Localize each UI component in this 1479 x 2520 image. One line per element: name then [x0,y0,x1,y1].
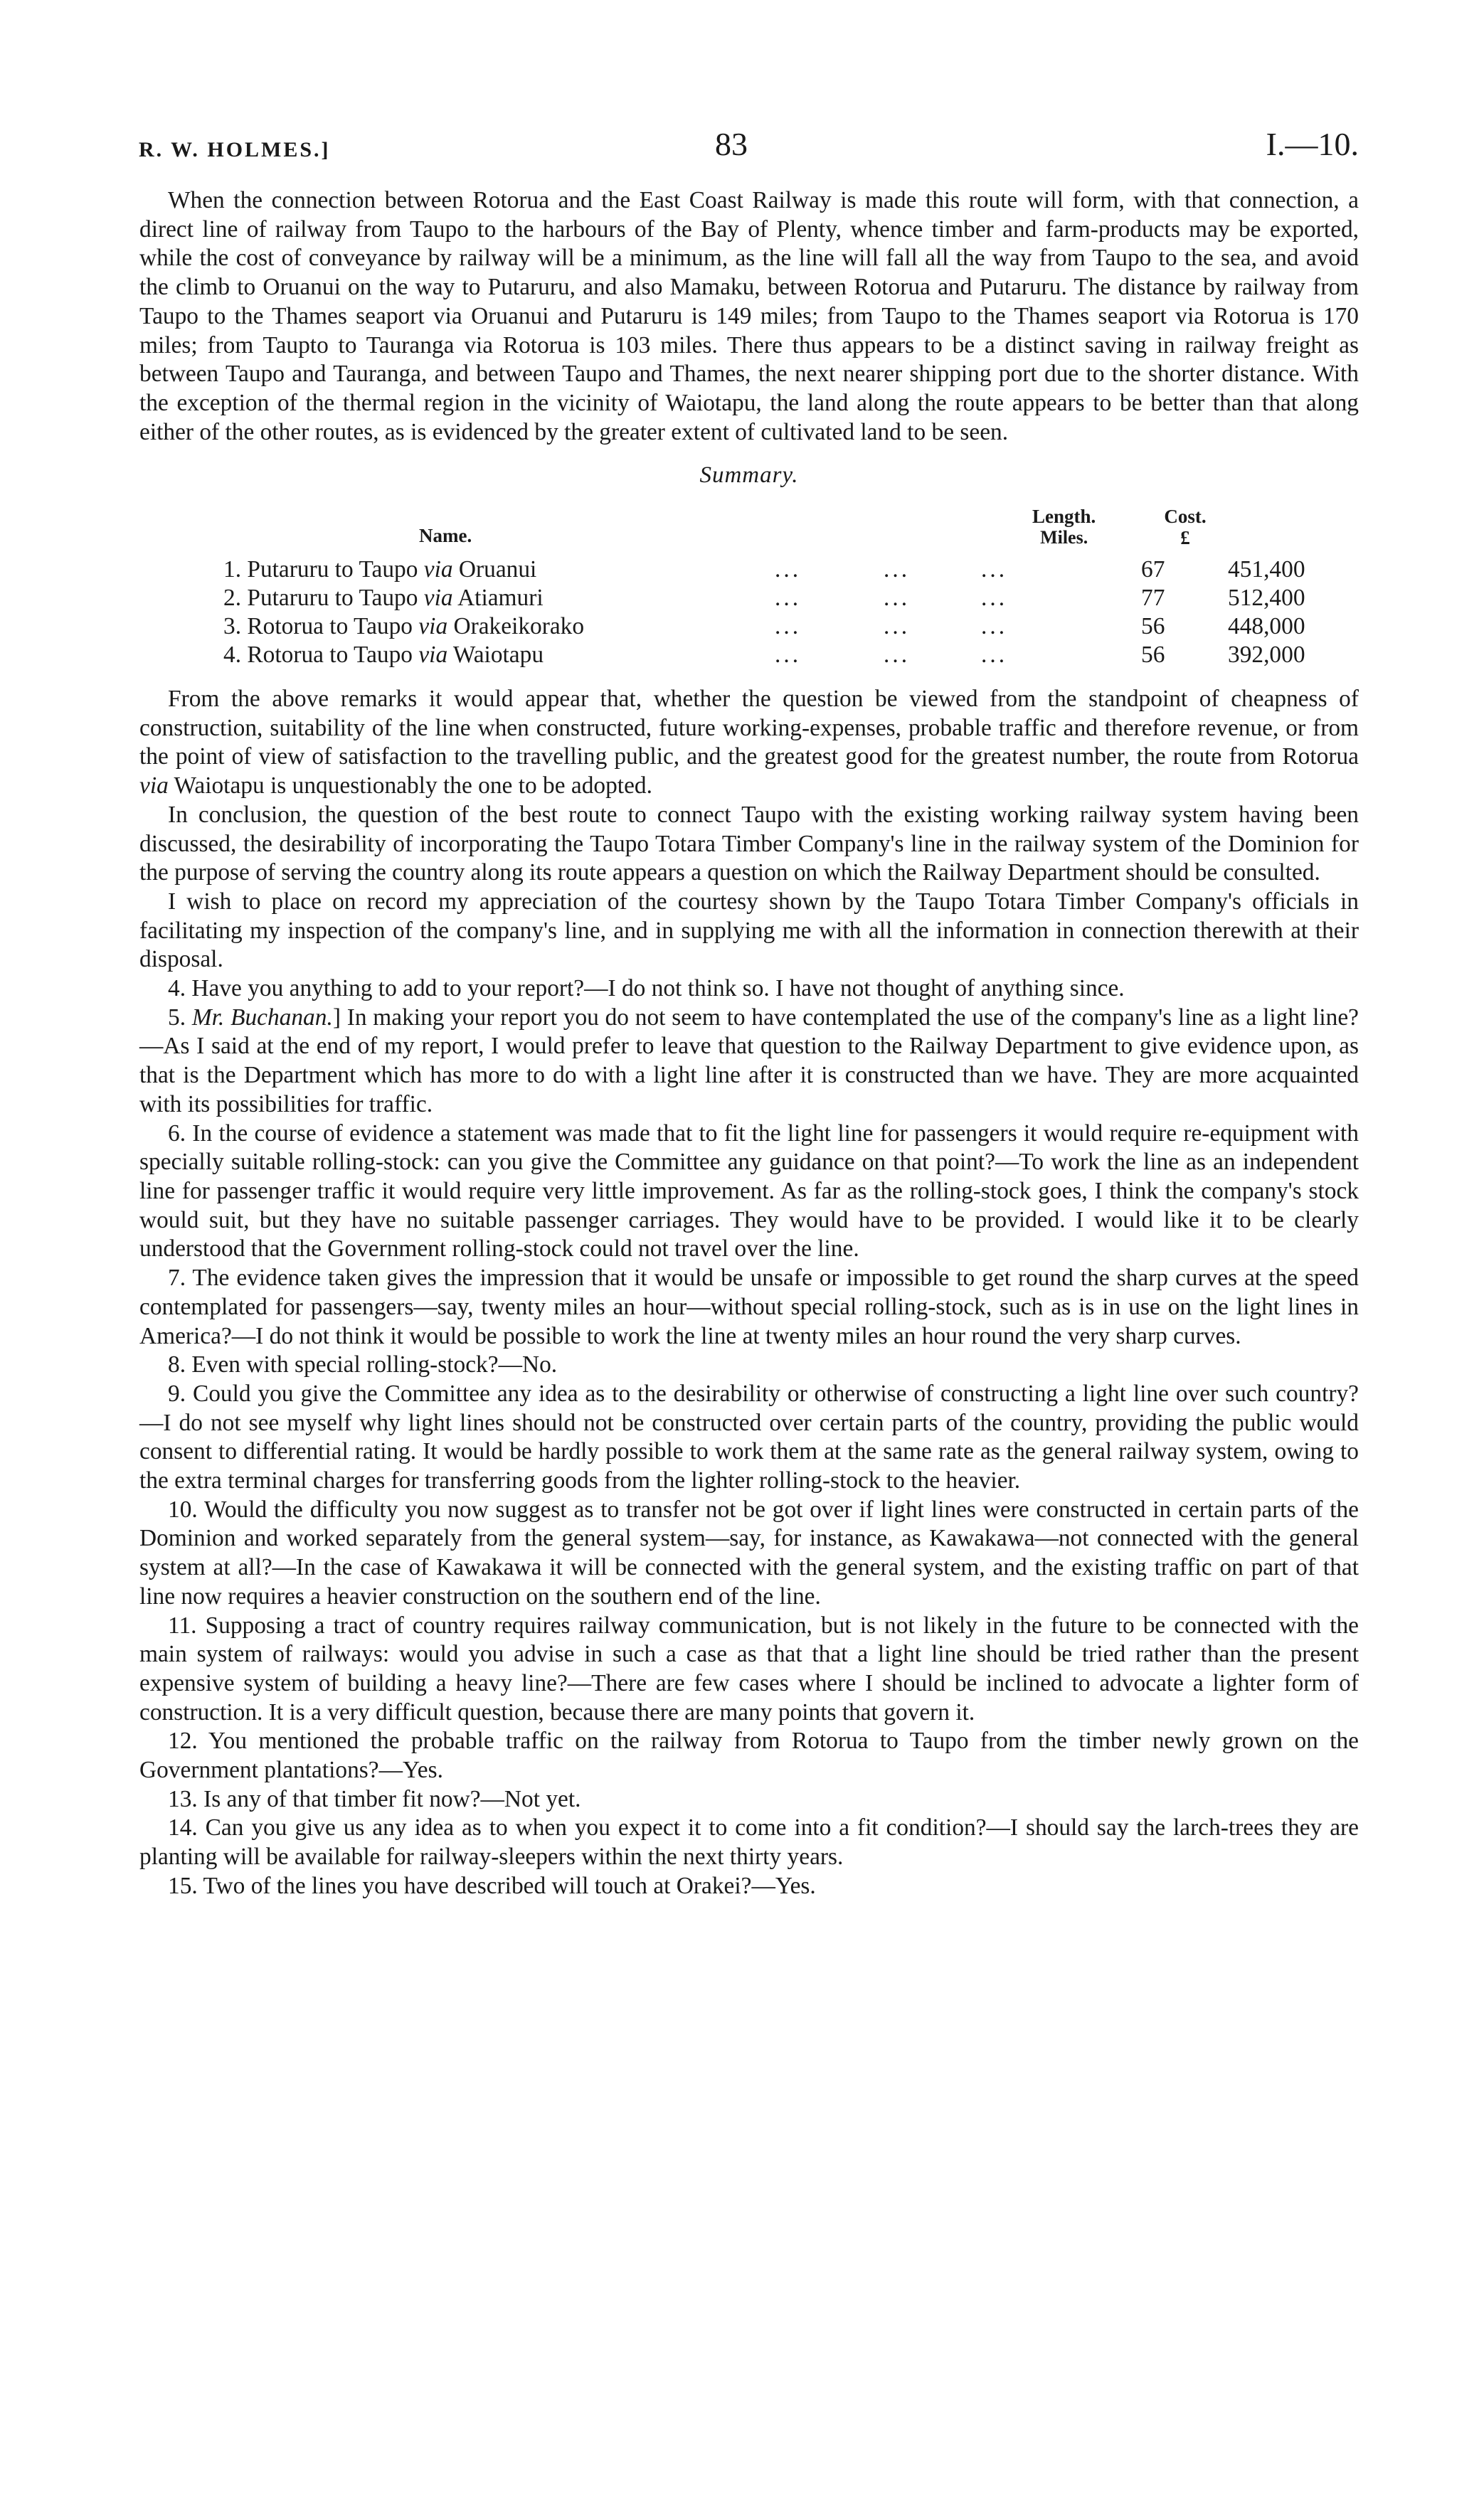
route-length: 56 [1141,642,1165,669]
header-paper-reference: I.—10. [1266,126,1359,162]
question-13: 13. Is any of that timber fit now?—Not yet. [168,1785,581,1812]
route-length: 77 [1141,585,1165,612]
conclusion-remarks-paragraph: From the above remarks it would appear that, whether the question be viewed from the standpoint of cheapness of construction, suitability of the line when constructed, future working-expenses, probable traffic and therefore revenue, or from the point of view of satisfaction to the travelling public, and the greatest good for the greatest number, the route from Rotorua via Waiotapu is unquestionably the one to be adopted. [139,686,1359,799]
header-witness-name: R. W. HOLMES.] [139,138,331,161]
question-10: 10. Would the difficulty you now suggest as to transfer not be got over if light lines were constructed in certain parts of the Dominion and worked separately from the general system—say, for instance, as Kawakawa—not connected with the general system at all?—In the case of Kawakawa it will be connected with the general system, and the existing traffic on part of that line now requires a heavier construction on the southern end of the line. [139,1496,1359,1610]
route-cost: 512,400 [1228,585,1305,612]
route-name: 4. Rotorua to Taupo via Waiotapu [223,642,544,669]
question-14: 14. Can you give us any idea as to when you expect it to come into a fit condition?—I should say the larch-trees they are planting will be available for railway-sleepers within the next thirty years. [139,1814,1359,1871]
summary-header-length-unit: Miles. [1040,527,1088,548]
route-name: 1. Putaruru to Taupo via Oruanui [223,556,537,583]
leader-dots: ... [884,585,911,612]
summary-header-length [1032,506,1096,548]
question-6: 6. In the course of evidence a statement was made that to fit the light line for passengers it would require re-equipment with specially suitable rolling-stock: can you give the Committee any guidance on that point?—To work the line as an independent line for passenger traffic it would require very little improvement. As far as the rolling-stock goes, I think the company's stock would suit, but they have no suitable passenger carriages. They would have to be provided. I would like it to be clearly understood that the Government rolling-stock could not travel over the line. [139,1120,1359,1262]
question-5: 5. Mr. Buchanan.] In making your report you do not seem to have contemplated the use of the company's line as a light line?—As I said at the end of my report, I would prefer to leave that question to the Railway Department to give evidence upon, as that is the Department which has more to do with a light line after it is constructed than we have. They are more acquainted with its possibilities for traffic. [139,1004,1359,1117]
route-length: 67 [1141,556,1165,583]
summary-header-cost [1160,506,1210,548]
route-cost: 448,000 [1228,613,1305,640]
route-length: 56 [1141,613,1165,640]
appreciation-paragraph: I wish to place on record my appreciation of the courtesy shown by the Taupo Totara Timber Company's officials in facilitating my inspection of the company's line, and in supplying me with all the information in connection therewith at their disposal. [139,888,1359,973]
leader-dots: ... [981,642,1008,669]
summary-row [223,641,1333,669]
question-12: 12. You mentioned the probable traffic on the railway from Rotorua to Taupo from the timber newly grown on the Government plantations?—Yes. [139,1728,1359,1784]
leader-dots: ... [884,613,911,640]
leader-dots: ... [775,585,802,612]
route-cost: 451,400 [1228,556,1305,583]
page-header [139,125,1359,175]
conclusion-paragraph: In conclusion, the question of the best route to connect Taupo with the existing working railway system having been discussed, the desirability of incorporating the Taupo Totara Timber Company's line in the railway system of the Dominion for the purpose of serving the country along its route appears a question on which the Railway Department should be consulted. [139,801,1359,886]
summary-row [223,612,1333,641]
leader-dots: ... [981,613,1008,640]
route-cost: 392,000 [1228,642,1305,669]
summary-table [139,490,1359,668]
summary-header-cost-unit: £ [1180,527,1190,549]
body-text [139,186,1359,1901]
leader-dots: ... [981,556,1008,583]
page-number: 83 [715,126,748,162]
remarks-and-evidence [139,685,1359,1901]
question-15: 15. Two of the lines you have described will touch at Orakei?—Yes. [168,1872,816,1899]
question-8: 8. Even with special rolling-stock?—No. [168,1351,558,1378]
summary-row [223,584,1333,612]
summary-row [223,555,1333,584]
question-7: 7. The evidence taken gives the impression that it would be unsafe or impossible to get round the sharp curves at the speed contemplated for passengers—say, twenty miles an hour—without special rolling-stock, such as is in use on the light lines in America?—I do not think it would be possible to work the line at twenty miles an hour round the very sharp curves. [139,1265,1359,1349]
leader-dots: ... [775,613,802,640]
summary-title: Summary. [699,462,799,489]
summary-header-length-label: Length. [1032,506,1096,528]
summary-header-name: Name. [419,525,472,547]
route-name: 2. Putaruru to Taupo via Atiamuri [223,585,544,612]
leader-dots: ... [775,556,802,583]
leader-dots: ... [884,642,911,669]
leader-dots: ... [981,585,1008,612]
question-9: 9. Could you give the Committee any idea as to the desirability or otherwise of constructing a light line over such country?—I do not see myself why light lines should not be constructed over certain parts of the country, providing the public would consent to differential rating. It would be hardly possible to work them at the same rate as the general railway system, owing to the extra terminal charges for transferring goods from the lighter rolling-stock to the heavier. [139,1380,1359,1494]
route-name: 3. Rotorua to Taupo via Orakeikorako [223,613,585,640]
summary-header-cost-label: Cost. [1164,506,1207,528]
question-4: 4. Have you anything to add to your report?—I do not think so. I have not thought of anything since. [168,975,1125,1002]
leader-dots: ... [775,642,802,669]
question-11: 11. Supposing a tract of country requires railway communication, but is not likely in the future to be connected with the main system of railways: would you advise in such a case as that that a light line should be tried rather than the present expensive system of building a heavy line?—There are few cases where I should be inclined to advocate a lighter form of construction. It is a very difficult question, because there are many points that govern it. [139,1612,1359,1726]
intro-paragraph: When the connection between Rotorua and the East Coast Railway is made this route will form, with that connection, a direct line of railway from Taupo to the harbours of the Bay of Plenty, whence timber and farm-products may be exported, while the cost of conveyance by railway will be a minimum, as the line will fall all the way from Taupo to the sea, and avoid the climb to Oruanui on the way to Putaruru, and also Mamaku, between Rotorua and Putaruru. The distance by railway from Taupo to the Thames seaport via Oruanui and Putaruru is 149 miles; from Taupo to the Thames seaport via Rotorua is 170 miles; from Taupto to Tauranga via Rotorua is 103 miles. There thus appears to be a distinct saving in railway freight as between Taupo and Tauranga, and between Taupo and Thames, the next nearer shipping port due to the shorter distance. With the exception of the thermal region in the vicinity of Waiotapu, the land along the route appears to be better than that along either of the other routes, as is evidenced by the greater extent of cultivated land to be seen. [139,187,1359,445]
leader-dots: ... [884,556,911,583]
